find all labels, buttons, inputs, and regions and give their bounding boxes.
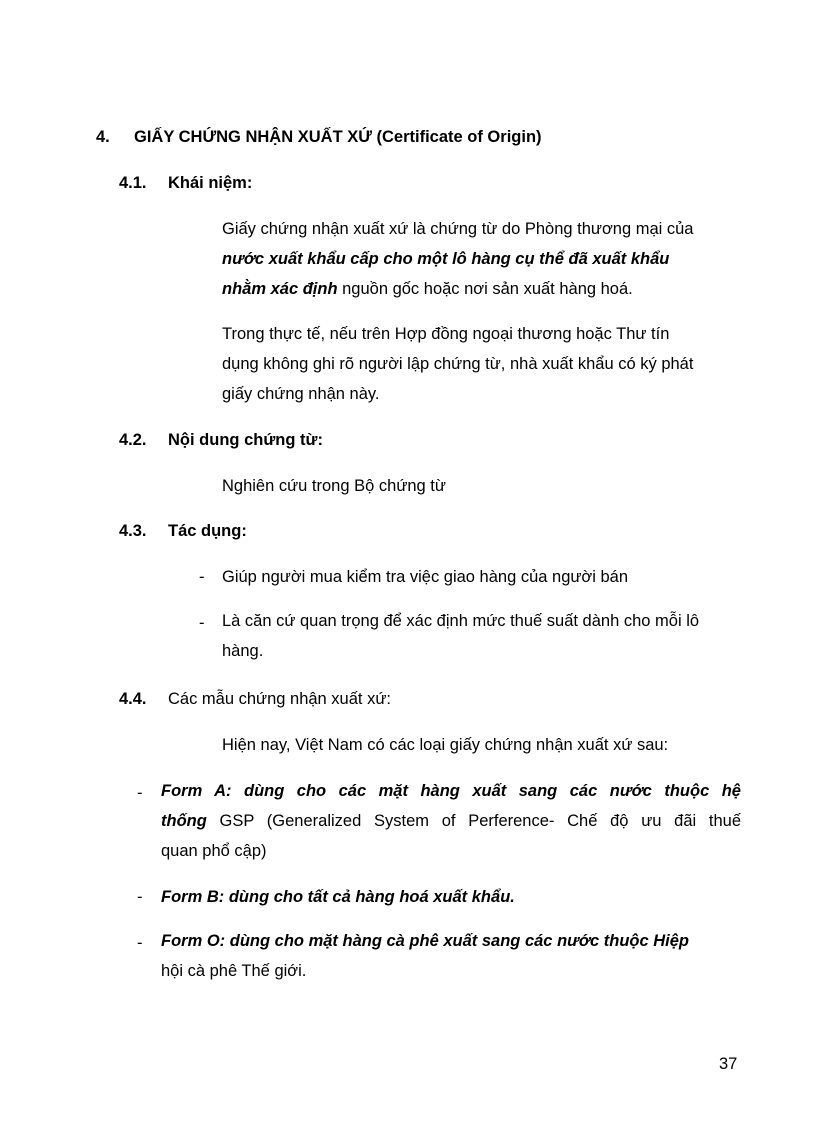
- form-a-emphasis: thống: [161, 812, 207, 830]
- content-text: Nghiên cứu trong Bộ chứng từ: [222, 477, 446, 495]
- form-a-text: Form A: dùng cho các mặt hàng xuất sang các nước thuộc hệ: [161, 782, 741, 800]
- practice-paragraph: [222, 319, 742, 409]
- subsection-title-4-4: Các mẫu chứng nhận xuất xứ:: [168, 690, 391, 708]
- form-a-line-2-text: [161, 806, 741, 836]
- definition-paragraph: [222, 214, 742, 304]
- form-o-paragraph: [161, 926, 741, 986]
- effect-item-2-line-1: Là căn cứ quan trọng để xác định mức thuế suất dành cho mỗi lô: [222, 612, 700, 630]
- bullet-dash: -: [137, 784, 143, 802]
- bullet-dash: -: [137, 934, 143, 952]
- form-a-line-2: [161, 806, 741, 836]
- form-a-paragraph: [161, 776, 741, 866]
- form-a-line-1: [161, 776, 741, 806]
- form-a-rest: GSP (Generalized System of Perference- Chế độ ưu đãi thuế: [206, 812, 741, 830]
- practice-line-2: dụng không ghi rõ người lập chứng từ, nhà xuất khẩu có ký phát: [222, 355, 694, 373]
- form-o-line-1: Form O: dùng cho mặt hàng cà phê xuất sang các nước thuộc Hiệp: [161, 932, 690, 950]
- bullet-dash: -: [199, 614, 205, 632]
- subsection-number-4-3: 4.3.: [119, 522, 147, 540]
- effect-item-1: Giúp người mua kiểm tra việc giao hàng của người bán: [222, 568, 629, 586]
- subsection-number-4-4: 4.4.: [119, 690, 147, 708]
- subsection-title-4-1: Khái niệm:: [168, 174, 253, 192]
- forms-intro: Hiện nay, Việt Nam có các loại giấy chứng nhận xuất xứ sau:: [222, 736, 669, 754]
- section-title: GIẤY CHỨNG NHẬN XUẤT XỨ (Certificate of Origin): [134, 128, 542, 146]
- effect-item-2: [222, 606, 742, 666]
- form-b: Form B: dùng cho tất cả hàng hoá xuất khẩu.: [161, 888, 515, 906]
- page-number: 37: [719, 1055, 738, 1073]
- subsection-number-4-2: 4.2.: [119, 431, 147, 449]
- definition-emphasis: nhằm xác định: [222, 280, 338, 298]
- practice-line-1: Trong thực tế, nếu trên Hợp đồng ngoại thương hoặc Thư tín: [222, 325, 670, 343]
- subsection-title-4-2: Nội dung chứng từ:: [168, 431, 323, 449]
- definition-line-2: nước xuất khẩu cấp cho một lô hàng cụ thể đã xuất khẩu: [222, 250, 670, 268]
- definition-rest: nguồn gốc hoặc nơi sản xuất hàng hoá.: [337, 280, 633, 298]
- bullet-dash: -: [137, 888, 143, 906]
- section-number: 4.: [96, 128, 110, 146]
- practice-line-3: giấy chứng nhận này.: [222, 385, 380, 403]
- subsection-number-4-1: 4.1.: [119, 174, 147, 192]
- bullet-dash: -: [199, 568, 205, 586]
- definition-line-1: Giấy chứng nhận xuất xứ là chứng từ do Phòng thương mại của: [222, 220, 694, 238]
- subsection-title-4-3: Tác dụng:: [168, 522, 247, 540]
- form-o-line-2: hội cà phê Thế giới.: [161, 962, 307, 980]
- definition-line-3: [222, 274, 742, 304]
- form-a-line-3: quan phổ cập): [161, 842, 267, 860]
- effect-item-2-line-2: hàng.: [222, 642, 264, 660]
